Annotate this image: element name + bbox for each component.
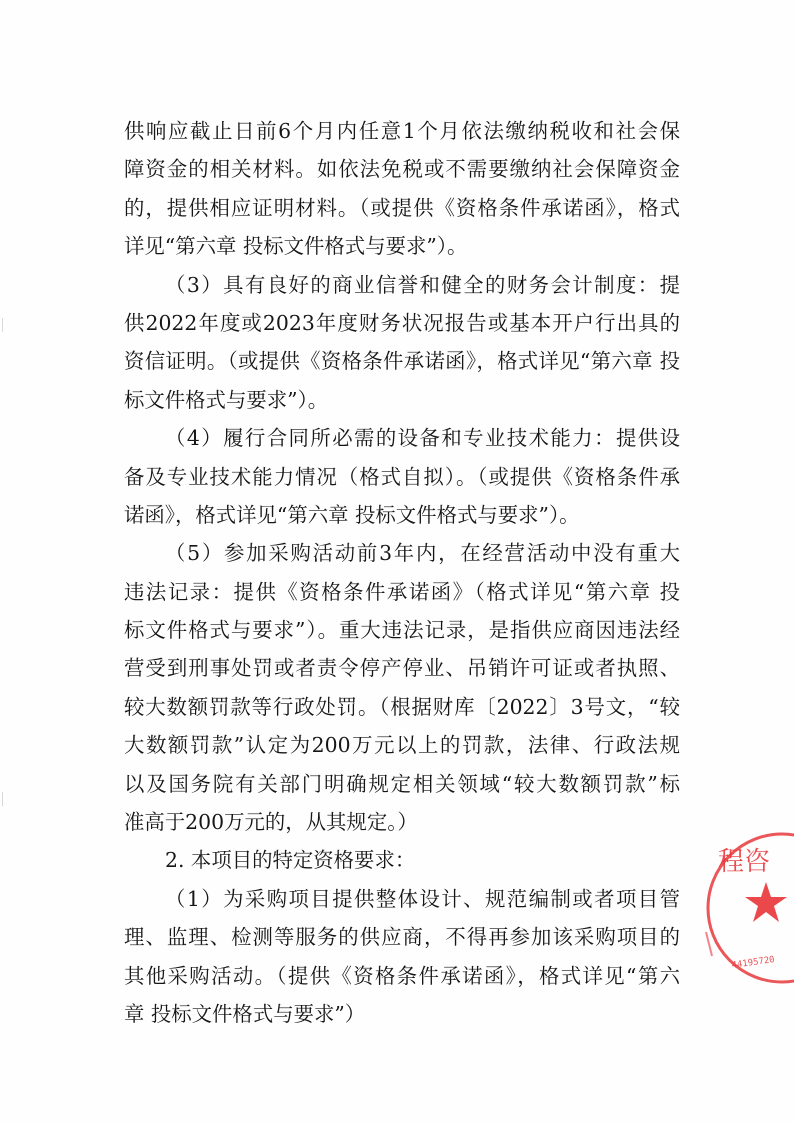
text-line: 备及专业技术能力情况（格式自拟）。（或提供《资格条件承 (124, 464, 680, 489)
text-line: 供响应截止日前6个月内任意1个月依法缴纳税收和社会保 (124, 119, 680, 143)
text-line: 违法记录：提供《资格条件承诺函》（格式详见“第六章 投 (124, 579, 680, 604)
star-icon (745, 882, 787, 922)
text-line: 营受到刑事处罚或者责令停产停业、吊销许可证或者执照、 (124, 656, 680, 681)
text-line: 标文件格式与要求”）。 (124, 387, 329, 412)
scan-edge-mark (2, 318, 3, 332)
seal-edge-mark (706, 932, 712, 956)
seal-number: 44195720 (731, 955, 776, 971)
text-line: 理、监理、检测等服务的供应商，不得再参加该采购项目的 (124, 925, 680, 950)
text-line: （3）具有良好的商业信誉和健全的财务会计制度：提 (165, 272, 680, 297)
text-line: 诺函》，格式详见“第六章 投标文件格式与要求”）。 (124, 502, 580, 527)
text-line: （5）参加采购活动前3年内，在经营活动中没有重大 (165, 541, 680, 566)
text-line: 大数额罚款”认定为200万元以上的罚款，法律、行政法规 (124, 733, 680, 758)
text-line: 较大数额罚款等行政处罚。（根据财库〔2022〕3号文，“较 (124, 694, 680, 719)
body-text (124, 112, 680, 1033)
scan-edge-mark (2, 792, 3, 806)
text-line: 供2022年度或2023年度财务状况报告或基本开户行出具的 (124, 310, 680, 335)
text-line: 其他采购活动。（提供《资格条件承诺函》，格式详见“第六 (124, 963, 680, 988)
text-line: （4）履行合同所必需的设备和专业技术能力：提供设 (165, 426, 680, 451)
text-line: 的，提供相应证明材料。（或提供《资格条件承诺函》，格式 (124, 195, 680, 220)
text-line: （1）为采购项目提供整体设计、规范编制或者项目管 (165, 886, 680, 911)
text-line: 资信证明。（或提供《资格条件承诺函》，格式详见“第六章 投 (124, 349, 680, 374)
seal-text: 程咨 (718, 847, 771, 877)
seal-graphic (698, 826, 794, 986)
section-heading: 2. 本项目的特定资格要求： (165, 848, 416, 873)
text-line: 章 投标文件格式与要求”） (124, 1001, 366, 1026)
text-line: 标文件格式与要求”）。重大违法记录，是指供应商因违法经 (124, 618, 680, 643)
text-line: 以及国务院有关部门明确规定相关领域“较大数额罚款”标 (124, 771, 680, 796)
company-seal (698, 826, 794, 986)
text-line: 详见“第六章 投标文件格式与要求”）。 (124, 234, 468, 259)
text-line: 障资金的相关材料。如依法免税或不需要缴纳社会保障资金 (124, 157, 680, 182)
text-line: 准高于200万元的，从其规定。） (124, 810, 418, 835)
